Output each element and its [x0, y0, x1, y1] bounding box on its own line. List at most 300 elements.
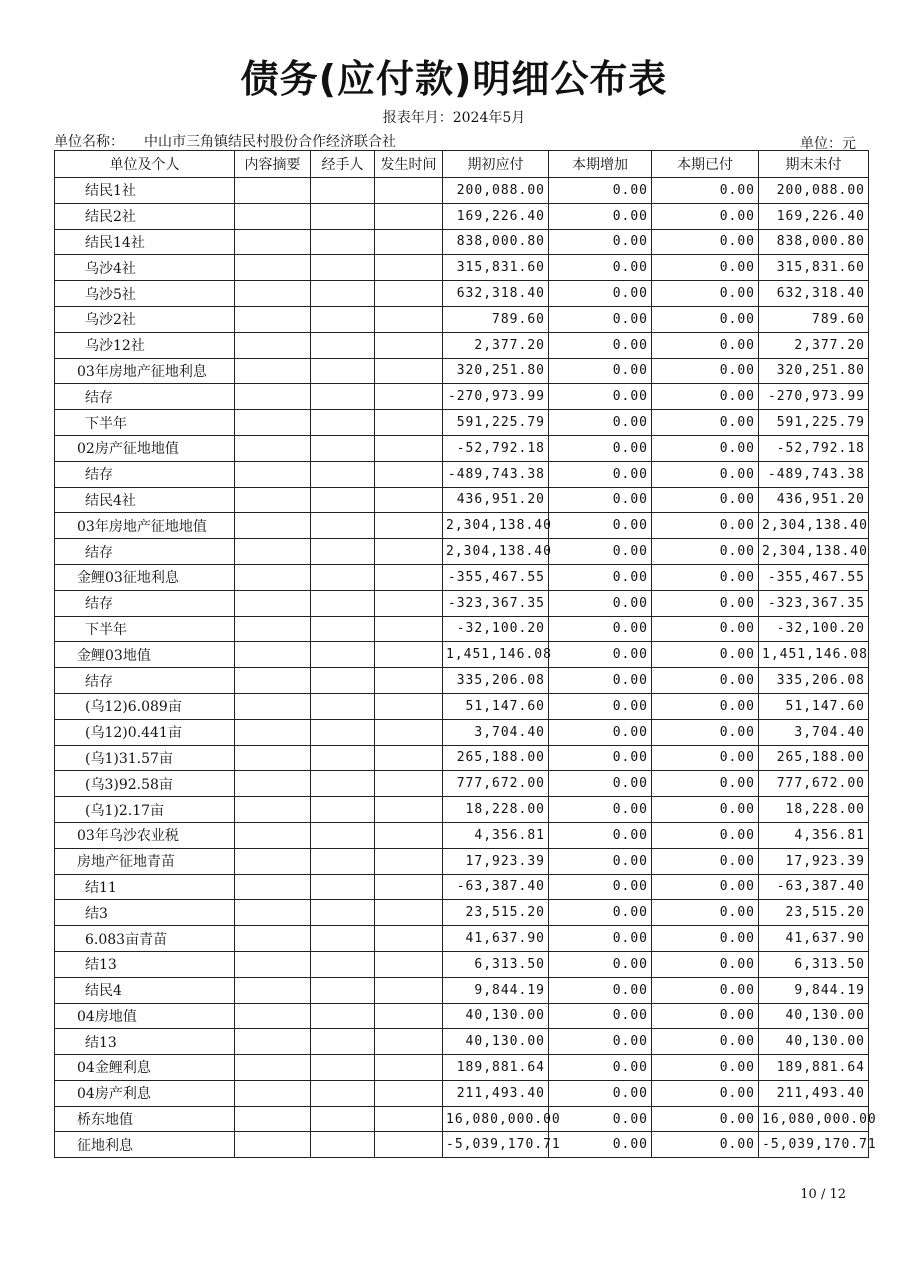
summary-cell	[235, 1080, 311, 1106]
payee-name: 结存	[55, 539, 235, 565]
page-title: 债务(应付款)明细公布表	[240, 57, 668, 101]
period-paid: 0.00	[652, 513, 759, 539]
period-increase: 0.00	[549, 1132, 652, 1158]
closing-unpaid: 23,515.20	[759, 900, 869, 926]
period-increase: 0.00	[549, 926, 652, 952]
payee-name: 03年房地产征地利息	[55, 358, 235, 384]
handler-cell	[311, 719, 375, 745]
summary-cell	[235, 384, 311, 410]
date-cell	[375, 564, 443, 590]
date-cell	[375, 1029, 443, 1055]
opening-payable: 189,881.64	[443, 1055, 549, 1081]
opening-payable: 335,206.08	[443, 668, 549, 694]
date-cell	[375, 1003, 443, 1029]
closing-unpaid: -323,367.35	[759, 590, 869, 616]
table-row	[55, 1106, 869, 1132]
period-paid: 0.00	[652, 616, 759, 642]
period-paid: 0.00	[652, 900, 759, 926]
period-increase: 0.00	[549, 203, 652, 229]
summary-cell	[235, 719, 311, 745]
unit-name-line	[54, 131, 396, 151]
handler-cell	[311, 410, 375, 436]
closing-unpaid: 51,147.60	[759, 693, 869, 719]
period-paid: 0.00	[652, 435, 759, 461]
handler-cell	[311, 1080, 375, 1106]
opening-payable: 436,951.20	[443, 487, 549, 513]
handler-cell	[311, 539, 375, 565]
payee-name: 下半年	[55, 410, 235, 436]
period-paid: 0.00	[652, 281, 759, 307]
handler-cell	[311, 616, 375, 642]
table-row	[55, 874, 869, 900]
period-increase: 0.00	[549, 384, 652, 410]
unit-name-value: 中山市三角镇结民村股份合作经济联合社	[144, 134, 396, 150]
date-cell	[375, 1132, 443, 1158]
period-increase: 0.00	[549, 822, 652, 848]
closing-unpaid: 2,377.20	[759, 332, 869, 358]
opening-payable: -32,100.20	[443, 616, 549, 642]
payee-name: 结民14社	[55, 229, 235, 255]
period-paid: 0.00	[652, 977, 759, 1003]
summary-cell	[235, 487, 311, 513]
date-cell	[375, 487, 443, 513]
table-row	[55, 590, 869, 616]
summary-cell	[235, 900, 311, 926]
table-row	[55, 848, 869, 874]
table-row	[55, 1132, 869, 1158]
payee-name: 下半年	[55, 616, 235, 642]
date-cell	[375, 797, 443, 823]
period-increase: 0.00	[549, 616, 652, 642]
payee-name: 结民4	[55, 977, 235, 1003]
summary-cell	[235, 564, 311, 590]
closing-unpaid: 591,225.79	[759, 410, 869, 436]
closing-unpaid: 6,313.50	[759, 951, 869, 977]
table-row	[55, 539, 869, 565]
period-paid: 0.00	[652, 1029, 759, 1055]
opening-payable: -270,973.99	[443, 384, 549, 410]
date-cell	[375, 281, 443, 307]
period-increase: 0.00	[549, 900, 652, 926]
opening-payable: 315,831.60	[443, 255, 549, 281]
payee-name: 结3	[55, 900, 235, 926]
date-cell	[375, 332, 443, 358]
date-cell	[375, 745, 443, 771]
summary-cell	[235, 513, 311, 539]
table-row	[55, 255, 869, 281]
opening-payable: 18,228.00	[443, 797, 549, 823]
closing-unpaid: -270,973.99	[759, 384, 869, 410]
payee-name: 结民2社	[55, 203, 235, 229]
closing-unpaid: 169,226.40	[759, 203, 869, 229]
opening-payable: 2,377.20	[443, 332, 549, 358]
handler-cell	[311, 513, 375, 539]
payee-name: 结存	[55, 461, 235, 487]
handler-cell	[311, 384, 375, 410]
handler-cell	[311, 642, 375, 668]
period-increase: 0.00	[549, 1106, 652, 1132]
closing-unpaid: 265,188.00	[759, 745, 869, 771]
period-increase: 0.00	[549, 668, 652, 694]
handler-cell	[311, 203, 375, 229]
period-paid: 0.00	[652, 926, 759, 952]
table-row	[55, 513, 869, 539]
date-cell	[375, 229, 443, 255]
table-row	[55, 745, 869, 771]
handler-cell	[311, 797, 375, 823]
closing-unpaid: 40,130.00	[759, 1029, 869, 1055]
period-paid: 0.00	[652, 358, 759, 384]
summary-cell	[235, 874, 311, 900]
table-row	[55, 203, 869, 229]
closing-unpaid: 9,844.19	[759, 977, 869, 1003]
table-row	[55, 435, 869, 461]
date-cell	[375, 384, 443, 410]
period-increase: 0.00	[549, 848, 652, 874]
period-paid: 0.00	[652, 822, 759, 848]
date-cell	[375, 178, 443, 204]
period-paid: 0.00	[652, 951, 759, 977]
table-row	[55, 797, 869, 823]
date-cell	[375, 1080, 443, 1106]
opening-payable: 169,226.40	[443, 203, 549, 229]
closing-unpaid: 200,088.00	[759, 178, 869, 204]
closing-unpaid: 18,228.00	[759, 797, 869, 823]
table-row	[55, 822, 869, 848]
payee-name: 桥东地值	[55, 1106, 235, 1132]
payee-name: 乌沙2社	[55, 306, 235, 332]
summary-cell	[235, 281, 311, 307]
handler-cell	[311, 435, 375, 461]
closing-unpaid: 436,951.20	[759, 487, 869, 513]
period-paid: 0.00	[652, 306, 759, 332]
summary-cell	[235, 255, 311, 281]
table-row	[55, 461, 869, 487]
date-cell	[375, 410, 443, 436]
handler-cell	[311, 771, 375, 797]
date-cell	[375, 616, 443, 642]
payee-name: 6.083亩青苗	[55, 926, 235, 952]
period-increase: 0.00	[549, 1055, 652, 1081]
handler-cell	[311, 745, 375, 771]
table-row	[55, 642, 869, 668]
date-cell	[375, 203, 443, 229]
period-increase: 0.00	[549, 874, 652, 900]
handler-cell	[311, 358, 375, 384]
period-increase: 0.00	[549, 693, 652, 719]
payee-name: 结11	[55, 874, 235, 900]
table-row	[55, 384, 869, 410]
summary-cell	[235, 1132, 311, 1158]
payee-name: (乌3)92.58亩	[55, 771, 235, 797]
opening-payable: 16,080,000.00	[443, 1106, 549, 1132]
opening-payable: 4,356.81	[443, 822, 549, 848]
closing-unpaid: -32,100.20	[759, 616, 869, 642]
date-cell	[375, 926, 443, 952]
table-row	[55, 229, 869, 255]
col-header: 经手人	[311, 151, 375, 178]
period-paid: 0.00	[652, 539, 759, 565]
period-increase: 0.00	[549, 1003, 652, 1029]
date-cell	[375, 1106, 443, 1132]
table-row	[55, 977, 869, 1003]
unit-name-label: 单位名称：	[54, 134, 124, 150]
payee-name: 04房地值	[55, 1003, 235, 1029]
period-increase: 0.00	[549, 410, 652, 436]
period-increase: 0.00	[549, 178, 652, 204]
handler-cell	[311, 668, 375, 694]
handler-cell	[311, 1106, 375, 1132]
date-cell	[375, 306, 443, 332]
date-cell	[375, 255, 443, 281]
opening-payable: 591,225.79	[443, 410, 549, 436]
date-cell	[375, 848, 443, 874]
summary-cell	[235, 461, 311, 487]
table-row	[55, 564, 869, 590]
opening-payable: 200,088.00	[443, 178, 549, 204]
header-row	[55, 151, 869, 178]
opening-payable: 1,451,146.08	[443, 642, 549, 668]
opening-payable: -355,467.55	[443, 564, 549, 590]
closing-unpaid: 3,704.40	[759, 719, 869, 745]
summary-cell	[235, 435, 311, 461]
closing-unpaid: 17,923.39	[759, 848, 869, 874]
closing-unpaid: 789.60	[759, 306, 869, 332]
handler-cell	[311, 332, 375, 358]
period-increase: 0.00	[549, 487, 652, 513]
period-increase: 0.00	[549, 771, 652, 797]
handler-cell	[311, 306, 375, 332]
table-row	[55, 1003, 869, 1029]
handler-cell	[311, 487, 375, 513]
table-row	[55, 358, 869, 384]
summary-cell	[235, 977, 311, 1003]
period-paid: 0.00	[652, 745, 759, 771]
payee-name: (乌1)31.57亩	[55, 745, 235, 771]
date-cell	[375, 513, 443, 539]
period-increase: 0.00	[549, 642, 652, 668]
period-increase: 0.00	[549, 951, 652, 977]
period-paid: 0.00	[652, 384, 759, 410]
period-increase: 0.00	[549, 281, 652, 307]
period-paid: 0.00	[652, 797, 759, 823]
period-increase: 0.00	[549, 977, 652, 1003]
date-cell	[375, 590, 443, 616]
period-paid: 0.00	[652, 642, 759, 668]
date-cell	[375, 874, 443, 900]
col-header: 期初应付	[443, 151, 549, 178]
handler-cell	[311, 900, 375, 926]
period-paid: 0.00	[652, 771, 759, 797]
table-row	[55, 616, 869, 642]
table-row	[55, 332, 869, 358]
col-header: 内容摘要	[235, 151, 311, 178]
opening-payable: -63,387.40	[443, 874, 549, 900]
payee-name: 02房产征地地值	[55, 435, 235, 461]
handler-cell	[311, 874, 375, 900]
table-row	[55, 410, 869, 436]
table-row	[55, 951, 869, 977]
ledger-table	[54, 150, 877, 1158]
closing-unpaid: -52,792.18	[759, 435, 869, 461]
period-paid: 0.00	[652, 229, 759, 255]
handler-cell	[311, 848, 375, 874]
period-paid: 0.00	[652, 874, 759, 900]
table-row	[55, 306, 869, 332]
period-paid: 0.00	[652, 203, 759, 229]
date-cell	[375, 539, 443, 565]
closing-unpaid: 189,881.64	[759, 1055, 869, 1081]
period-paid: 0.00	[652, 255, 759, 281]
opening-payable: 40,130.00	[443, 1029, 549, 1055]
table-row	[55, 487, 869, 513]
summary-cell	[235, 745, 311, 771]
payee-name: 结13	[55, 1029, 235, 1055]
period-increase: 0.00	[549, 513, 652, 539]
payee-name: 征地利息	[55, 1132, 235, 1158]
period-increase: 0.00	[549, 1029, 652, 1055]
payee-name: 房地产征地青苗	[55, 848, 235, 874]
summary-cell	[235, 590, 311, 616]
currency-unit: 单位：元	[800, 136, 856, 152]
opening-payable: 211,493.40	[443, 1080, 549, 1106]
summary-cell	[235, 822, 311, 848]
period-increase: 0.00	[549, 358, 652, 384]
payee-name: 金鲤03征地利息	[55, 564, 235, 590]
closing-unpaid: 2,304,138.40	[759, 513, 869, 539]
date-cell	[375, 822, 443, 848]
period-paid: 0.00	[652, 693, 759, 719]
date-cell	[375, 951, 443, 977]
col-header: 发生时间	[375, 151, 443, 178]
period-increase: 0.00	[549, 435, 652, 461]
summary-cell	[235, 951, 311, 977]
handler-cell	[311, 1055, 375, 1081]
payee-name: 03年房地产征地地值	[55, 513, 235, 539]
handler-cell	[311, 255, 375, 281]
table-row	[55, 1055, 869, 1081]
opening-payable: 40,130.00	[443, 1003, 549, 1029]
opening-payable: -323,367.35	[443, 590, 549, 616]
opening-payable: -5,039,170.71	[443, 1132, 549, 1158]
handler-cell	[311, 951, 375, 977]
payee-name: (乌12)6.089亩	[55, 693, 235, 719]
closing-unpaid: 16,080,000.00	[759, 1106, 869, 1132]
closing-unpaid: 838,000.80	[759, 229, 869, 255]
opening-payable: 789.60	[443, 306, 549, 332]
summary-cell	[235, 668, 311, 694]
table-row	[55, 693, 869, 719]
period-paid: 0.00	[652, 848, 759, 874]
period-increase: 0.00	[549, 255, 652, 281]
handler-cell	[311, 1132, 375, 1158]
date-cell	[375, 1055, 443, 1081]
handler-cell	[311, 461, 375, 487]
summary-cell	[235, 616, 311, 642]
period-paid: 0.00	[652, 332, 759, 358]
opening-payable: 3,704.40	[443, 719, 549, 745]
closing-unpaid: 2,304,138.40	[759, 539, 869, 565]
date-cell	[375, 771, 443, 797]
summary-cell	[235, 926, 311, 952]
period-increase: 0.00	[549, 332, 652, 358]
closing-unpaid: 335,206.08	[759, 668, 869, 694]
period-increase: 0.00	[549, 797, 652, 823]
table-row	[55, 900, 869, 926]
date-cell	[375, 977, 443, 1003]
summary-cell	[235, 178, 311, 204]
table-row	[55, 178, 869, 204]
period-increase: 0.00	[549, 590, 652, 616]
closing-unpaid: -5,039,170.71	[759, 1132, 869, 1158]
opening-payable: 23,515.20	[443, 900, 549, 926]
payee-name: 结存	[55, 590, 235, 616]
summary-cell	[235, 332, 311, 358]
date-cell	[375, 719, 443, 745]
closing-unpaid: 632,318.40	[759, 281, 869, 307]
opening-payable: 320,251.80	[443, 358, 549, 384]
payee-name: 乌沙4社	[55, 255, 235, 281]
opening-payable: 41,637.90	[443, 926, 549, 952]
summary-cell	[235, 539, 311, 565]
table-row	[55, 926, 869, 952]
opening-payable: -489,743.38	[443, 461, 549, 487]
payee-name: 结存	[55, 668, 235, 694]
closing-unpaid: 777,672.00	[759, 771, 869, 797]
table-row	[55, 281, 869, 307]
col-header: 本期增加	[549, 151, 652, 178]
summary-cell	[235, 358, 311, 384]
period-paid: 0.00	[652, 1106, 759, 1132]
table-row	[55, 1080, 869, 1106]
summary-cell	[235, 642, 311, 668]
opening-payable: 632,318.40	[443, 281, 549, 307]
closing-unpaid: -63,387.40	[759, 874, 869, 900]
col-header: 单位及个人	[55, 151, 235, 178]
payee-name: 结民1社	[55, 178, 235, 204]
summary-cell	[235, 1029, 311, 1055]
summary-cell	[235, 771, 311, 797]
summary-cell	[235, 1106, 311, 1132]
closing-unpaid: -489,743.38	[759, 461, 869, 487]
opening-payable: 51,147.60	[443, 693, 549, 719]
payee-name: 金鲤03地值	[55, 642, 235, 668]
handler-cell	[311, 229, 375, 255]
opening-payable: 17,923.39	[443, 848, 549, 874]
closing-unpaid: 41,637.90	[759, 926, 869, 952]
opening-payable: 9,844.19	[443, 977, 549, 1003]
period-paid: 0.00	[652, 178, 759, 204]
opening-payable: 2,304,138.40	[443, 513, 549, 539]
summary-cell	[235, 229, 311, 255]
period-increase: 0.00	[549, 229, 652, 255]
period-paid: 0.00	[652, 590, 759, 616]
period-paid: 0.00	[652, 668, 759, 694]
handler-cell	[311, 281, 375, 307]
summary-cell	[235, 693, 311, 719]
page-number: 10 / 12	[800, 1187, 846, 1202]
period-increase: 0.00	[549, 1080, 652, 1106]
period-paid: 0.00	[652, 461, 759, 487]
handler-cell	[311, 822, 375, 848]
payee-name: 结存	[55, 384, 235, 410]
payee-name: 结13	[55, 951, 235, 977]
opening-payable: 265,188.00	[443, 745, 549, 771]
closing-unpaid: 315,831.60	[759, 255, 869, 281]
period-increase: 0.00	[549, 745, 652, 771]
date-cell	[375, 693, 443, 719]
payee-name: 04房产利息	[55, 1080, 235, 1106]
